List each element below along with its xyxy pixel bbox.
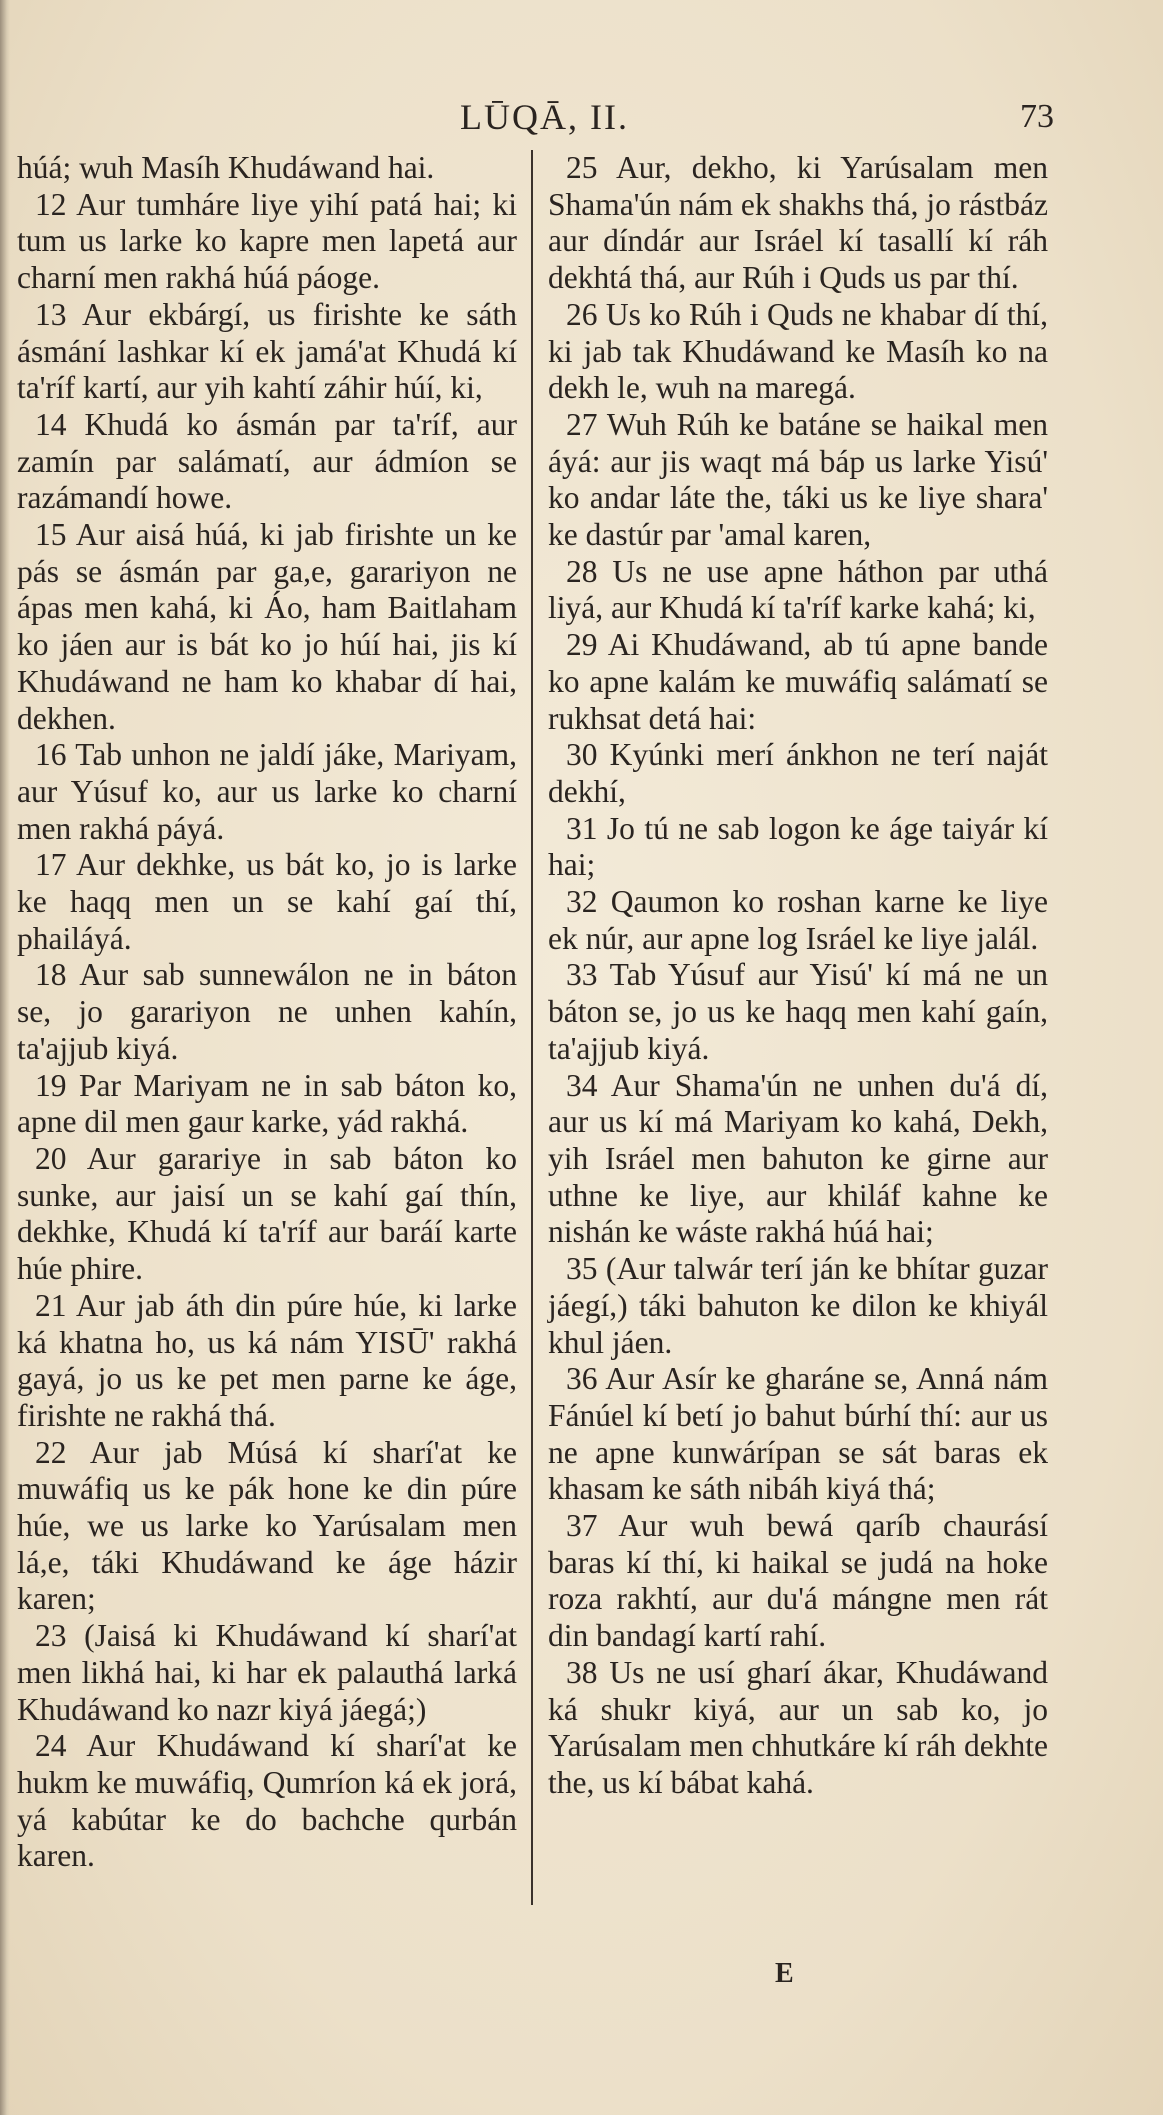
verse-33: 33 Tab Yúsuf aur Yisú' kí má ne un báton se, jo us ke haqq men kahí gaín, ta'ajjub kiyá. [548, 957, 1048, 1066]
left-column [17, 150, 517, 1875]
verse-25: 25 Aur, dekho, ki Yarúsalam men Shama'ún nám ek shakhs thá, jo rástbáz aur díndár aur Isráel kí tasallí kí ráh dekhtá thá, aur Rúh i Quds us par thí. [548, 150, 1048, 296]
verse-26: 26 Us ko Rúh i Quds ne khabar dí thí, ki jab tak Khudáwand ke Masíh ko na dekh le, wuh na maregá. [548, 296, 1048, 406]
verse-30: 30 Kyúnki merí ánkhon ne terí naját dekhí, [548, 737, 1048, 809]
running-title: LŪQĀ, II. [460, 97, 629, 137]
verse-22: 22 Aur jab Músá kí sharí'at ke muwáfiq us ke pák hone ke din púre húe, we us larke ko Yarúsalam men lá,e, táki Khudáwand ke áge házir karen; [17, 1434, 517, 1617]
verse-16: 16 Tab unhon ne jaldí jáke, Mariyam, aur Yúsuf ko, aur us larke ko charní men rakhá páyá. [17, 737, 517, 846]
verse-37: 37 Aur wuh bewá qaríb chaurásí baras kí thí, ki haikal se judá na hoke roza rakhtí, aur du'á mángne men rát din bandagí kartí rahí. [548, 1508, 1048, 1654]
verse-18: 18 Aur sab sunnewálon ne in báton se, jo garariyon ne unhen kahín, ta'ajjub kiyá. [17, 957, 517, 1066]
column-divider [531, 150, 533, 1905]
verse-32: 32 Qaumon ko roshan karne ke liye ek núr, aur apne log Isráel ke liye jalál. [548, 884, 1048, 956]
page-number: 73 [1020, 98, 1054, 135]
verse-28: 28 Us ne use apne háthon par uthá liyá, aur Khudá kí ta'ríf karke kahá; ki, [548, 553, 1048, 626]
verse-36: 36 Aur Asír ke gharáne se, Anná nám Fánúel kí betí jo bahut búrhí thí: aur us ne apne kunwárípan se sát baras ek khasam ke sáth nibáh kiyá thá; [548, 1361, 1048, 1507]
verse-34: 34 Aur Shama'ún ne unhen du'á dí, aur us kí má Mariyam ko kahá, Dekh, yih Isráel men bahuton ke girne aur uthne ke liye, aur khiláf kahne ke nishán ke wáste rakhá húá hai; [548, 1067, 1048, 1250]
verse-12: 12 Aur tumháre liye yihí patá hai; ki tum us larke ko kapre men lapetá aur charní men rakhá húá páoge. [17, 186, 517, 296]
running-head [0, 96, 1163, 146]
verse-continuation: húá; wuh Masíh Khudáwand hai. [17, 150, 435, 185]
verse-23: 23 (Jaisá ki Khudáwand kí sharí'at men likhá hai, ki har ek palauthá larká Khudáwand ko nazr kiyá jáegá;) [17, 1618, 517, 1727]
verse-31: 31 Jo tú ne sab logon ke áge taiyár kí hai; [548, 810, 1048, 883]
verse-29: 29 Ai Khudáwand, ab tú apne bande ko apne kalám ke muwáfiq salámatí se rukhsat detá hai: [548, 627, 1048, 736]
verse-35: 35 (Aur talwár terí ján ke bhítar guzar jáegí,) táki bahuton ke dilon ke khiyál khul jáen. [548, 1251, 1048, 1360]
signature-mark: E [775, 1958, 795, 1989]
page-edge-shadow [0, 0, 10, 2115]
verse-20: 20 Aur garariye in sab báton ko sunke, aur jaisí un se kahí gaí thín, dekhke, Khudá kí ta'ríf aur baráí karte húe phire. [17, 1140, 517, 1287]
verse-14: 14 Khudá ko ásmán par ta'ríf, aur zamín par salámatí, aur ádmíon se razámandí howe. [17, 406, 517, 516]
verse-38: 38 Us ne usí gharí ákar, Khudáwand ká shukr kiyá, aur un sab ko, jo Yarúsalam men chhutkáre kí ráh dekhte the, us kí bábat kahá. [548, 1654, 1048, 1800]
verse-21: 21 Aur jab áth din púre húe, ki larke ká khatna ho, us ká nám YISŪ' rakhá gayá, jo us ke pet men parne ke áge, firishte ne rakhá thá. [17, 1287, 517, 1433]
verse-17: 17 Aur dekhke, us bát ko, jo is larke ke haqq men un se kahí gaí thí, phailáyá. [17, 847, 517, 956]
verse-27: 27 Wuh Rúh ke batáne se haikal men áyá: aur jis waqt má báp us larke Yisú' ko andar láte the, táki us ke liye shara' ke dastúr par 'amal karen, [548, 406, 1048, 553]
verse-24: 24 Aur Khudáwand kí sharí'at ke hukm ke muwáfiq, Qumríon ká ek jorá, yá kabútar ke do bachche qurbán karen. [17, 1728, 517, 1874]
verse-15: 15 Aur aisá húá, ki jab firishte un ke pás se ásmán par ga,e, garariyon ne ápas men kahá, ki Áo, ham Baitlaham ko jáen aur is bát ko jo húí hai, jis kí Khudáwand ne ham ko khabar dí hai, dekhen. [17, 517, 517, 736]
verse-13: 13 Aur ekbárgí, us firishte ke sáth ásmání lashkar kí ek jamá'at Khudá kí ta'ríf kartí, aur yih kahtí záhir húí, ki, [17, 296, 517, 406]
verse-19: 19 Par Mariyam ne in sab báton ko, apne dil men gaur karke, yád rakhá. [17, 1067, 517, 1140]
right-column [548, 150, 1048, 1802]
